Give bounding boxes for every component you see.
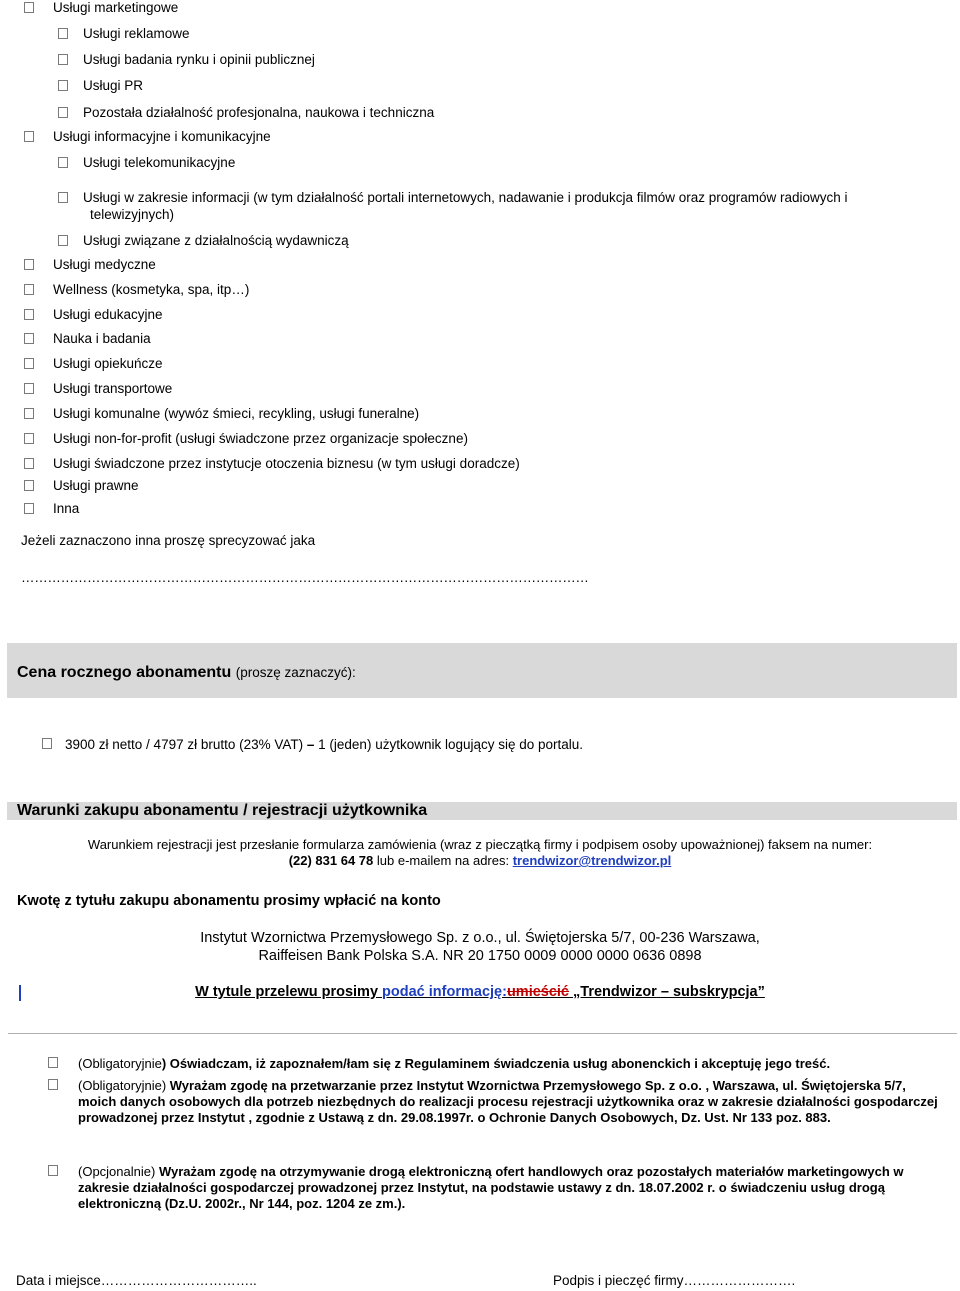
consent-3-text: (Opcjonalnie) Wyrażam zgodę na otrzymywanie drogą elektroniczną ofert handlowych oraz pozostałych materiałów marketingowych w zakresie działalności gospodarczej prowadzonej przez Instytut, na podstawie ustawy z dn. 18.07.2002 r. o świadczeniu usług drogą elektroniczną (Dz.U. 2002r., Nr 144, poz. 1204 ze zm.).	[78, 1164, 904, 1211]
service-checkbox[interactable]	[58, 80, 68, 91]
service-label: Usługi komunalne (wywóz śmieci, recykling, usługi funeralne)	[53, 406, 420, 421]
date-place-field[interactable]: Data i miejsce……………………………..	[16, 1273, 257, 1288]
service-checkbox[interactable]	[58, 192, 68, 203]
terms-heading: Warunki zakupu abonamentu / rejestracji użytkownika	[17, 802, 428, 819]
email-link[interactable]: trendwizor@trendwizor.pl	[512, 853, 672, 868]
fax-number: (22) 831 64 78	[288, 853, 374, 868]
service-label: Usługi PR	[83, 78, 144, 93]
service-label: Usługi medyczne	[53, 257, 156, 272]
service-checkbox[interactable]	[24, 2, 34, 13]
service-label: Usługi związane z działalnością wydawniczą	[83, 233, 349, 248]
terms-contact: (22) 831 64 78 lub e-mailem na adres: trendwizor@trendwizor.pl	[288, 853, 672, 868]
service-checkbox[interactable]	[24, 259, 34, 270]
other-prompt: Jeżeli zaznaczono inna proszę sprecyzować jaka	[21, 533, 316, 548]
service-label: Usługi opiekuńcze	[53, 356, 163, 371]
service-label: Usługi badania rynku i opinii publicznej	[83, 52, 315, 67]
price-option-checkbox[interactable]	[42, 738, 52, 749]
service-checkbox[interactable]	[58, 235, 68, 246]
service-checkbox[interactable]	[24, 309, 34, 320]
consent-2-text: (Obligatoryjnie) Wyrażam zgodę na przetwarzanie przez Instytut Wzornictwa Przemysłowego Sp. z o.o. , Warszawa, ul. Świętojerska 5/7, moich danych osobowych dla potrzeb niezbędnych do realizacji procesu rejestracji użytkownika oraz w zakresie działalności gospodarczej prowadzonej przez Instytut , zgodnie z Ustawą z dn. 29.08.1997r. o Ochronie Danych Osobowych, Dz. Ust. Nr 133 poz. 883.	[78, 1078, 938, 1125]
service-label-continuation: telewizyjnych)	[90, 207, 175, 222]
payment-account: Raiffeisen Bank Polska S.A. NR 20 1750 0009 0000 0000 0636 0898	[258, 948, 702, 964]
payment-heading: Kwotę z tytułu zakupu abonamentu prosimy wpłacić na konto	[17, 893, 441, 909]
terms-text: Warunkiem rejestracji jest przesłanie formularza zamówienia (wraz z pieczątką firmy i podpisem osoby upoważnionej) faksem na numer:	[87, 837, 873, 852]
service-label: Pozostała działalność profesjonalna, naukowa i techniczna	[83, 105, 435, 120]
consent-3-checkbox[interactable]	[48, 1165, 58, 1176]
service-label: Usługi telekomunikacyjne	[83, 155, 236, 170]
service-checkbox[interactable]	[58, 157, 68, 168]
service-checkbox[interactable]	[24, 433, 34, 444]
transfer-title: W tytule przelewu prosimy podać informację:umieścić „Trendwizor – subskrypcja”	[195, 984, 765, 1000]
service-label: Inna	[53, 501, 80, 516]
service-checkbox[interactable]	[24, 503, 34, 514]
service-checkbox[interactable]	[24, 131, 34, 142]
service-label: Usługi prawne	[53, 478, 139, 493]
service-checkbox[interactable]	[24, 333, 34, 344]
consent-1-text: (Obligatoryjnie) Oświadczam, iż zapoznałem/łam się z Regulaminem świadczenia usług abonenckich i akceptuję jego treść.	[78, 1056, 831, 1071]
service-checkbox[interactable]	[58, 54, 68, 65]
signature-field[interactable]: Podpis i pieczęć firmy…………………….	[553, 1273, 796, 1288]
service-checkbox[interactable]	[58, 107, 68, 118]
service-label: Usługi marketingowe	[53, 0, 179, 15]
service-label: Wellness (kosmetyka, spa, itp…)	[53, 282, 250, 297]
service-checkbox[interactable]	[24, 458, 34, 469]
service-label: Usługi informacyjne i komunikacyjne	[53, 129, 271, 144]
price-heading: Cena rocznego abonamentu (proszę zaznaczyć):	[17, 664, 356, 681]
service-label: Usługi edukacyjne	[53, 307, 163, 322]
service-label: Nauka i badania	[53, 331, 151, 346]
other-input-dots[interactable]: …………………………………………………………………………………………………………………	[21, 570, 589, 585]
service-checkbox[interactable]	[24, 383, 34, 394]
payment-address: Instytut Wzornictwa Przemysłowego Sp. z o.o., ul. Świętojerska 5/7, 00-236 Warszawa,	[200, 930, 760, 946]
service-checkbox[interactable]	[58, 28, 68, 39]
service-label: Usługi reklamowe	[83, 26, 190, 41]
section-divider	[8, 1033, 957, 1034]
service-label: Usługi non-for-profit (usługi świadczone przez organizacje społeczne)	[53, 431, 468, 446]
consent-2-checkbox[interactable]	[48, 1079, 58, 1090]
service-checkbox[interactable]	[24, 408, 34, 419]
service-checkbox[interactable]	[24, 480, 34, 491]
service-checkbox[interactable]	[24, 358, 34, 369]
price-option-label: 3900 zł netto / 4797 zł brutto (23% VAT) – 1 (jeden) użytkownik logujący się do portalu.	[65, 737, 584, 752]
consent-1-checkbox[interactable]	[48, 1057, 58, 1068]
service-label: Usługi transportowe	[53, 381, 173, 396]
service-checkbox[interactable]	[24, 284, 34, 295]
service-label: Usługi w zakresie informacji (w tym działalność portali internetowych, nadawanie i produkcja filmów oraz programów radiowych i	[83, 190, 848, 205]
service-label: Usługi świadczone przez instytucje otoczenia biznesu (w tym usługi doradcze)	[53, 456, 520, 471]
